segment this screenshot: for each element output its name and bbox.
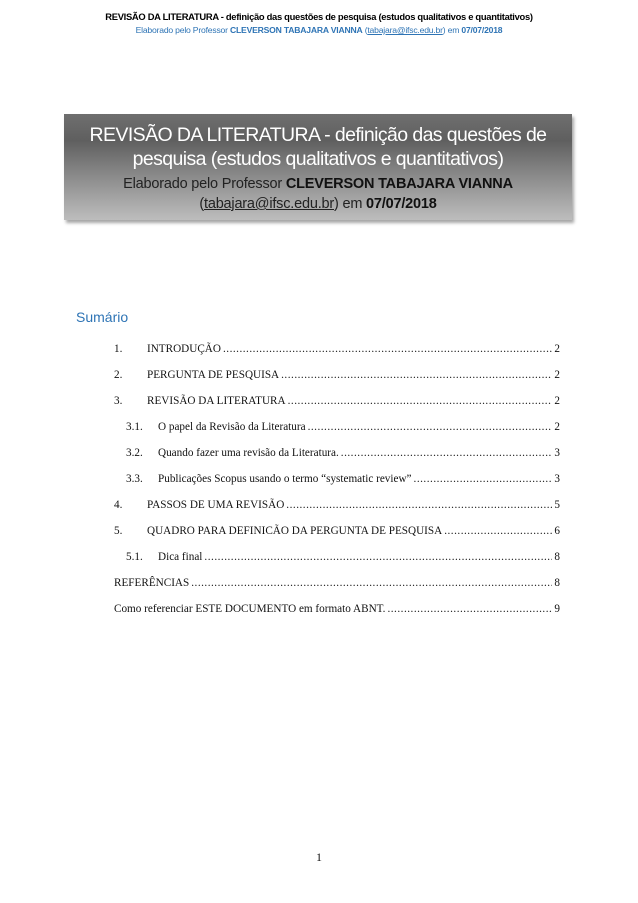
document-title: REVISÃO DA LITERATURA - definição das questões de pesquisa (estudos qualitativos e quantitativos) — [89, 124, 547, 170]
header-byline-prefix: Elaborado pelo Professor — [135, 25, 230, 35]
toc-entry-number: 4. — [114, 499, 123, 511]
toc-entry-number: 1. — [114, 343, 123, 355]
toc-leader-dots — [223, 343, 552, 355]
toc-entry-page: 2 — [554, 395, 560, 407]
toc-entry-quadro[interactable] — [114, 511, 560, 537]
toc-entry-number: 3.2. — [126, 447, 143, 459]
toc-entry-title: Como referenciar ESTE DOCUMENTO em formato ABNT. — [114, 603, 386, 615]
toc-leader-dots — [341, 447, 553, 459]
toc-entry-page: 5 — [554, 499, 560, 511]
toc-entry-como-referenciar[interactable] — [114, 589, 560, 615]
toc-entry-title: QUADRO PARA DEFINICÃO DA PERGUNTA DE PESQUISA — [147, 525, 443, 537]
toc-entry-page: 8 — [554, 577, 560, 589]
title-byline — [64, 174, 572, 214]
title-date: 07/07/2018 — [366, 196, 437, 212]
toc-entry-title: Dica final — [158, 551, 203, 563]
toc-leader-dots — [444, 525, 552, 537]
toc-entry-number: 2. — [114, 369, 123, 381]
toc-entry-pergunta[interactable] — [114, 355, 560, 381]
toc-leader-dots — [204, 551, 552, 563]
title-author: CLEVERSON TABAJARA VIANNA — [285, 176, 513, 192]
toc-entry-referencias[interactable] — [114, 563, 560, 589]
page-number: 1 — [316, 850, 322, 864]
toc-leader-dots — [191, 577, 552, 589]
toc-entry-page: 6 — [554, 525, 560, 537]
title-box — [64, 114, 572, 220]
toc-entry-number: 5. — [114, 525, 123, 537]
toc-entry-introducao[interactable] — [114, 329, 560, 355]
toc-leader-dots — [281, 369, 552, 381]
toc-entry-page: 3 — [554, 447, 560, 459]
toc-leader-dots — [414, 473, 553, 485]
toc-entry-page: 9 — [554, 603, 560, 615]
toc-entry-scopus[interactable] — [114, 459, 560, 485]
toc-entry-page: 2 — [554, 343, 560, 355]
toc-entry-number: 3.1. — [126, 421, 143, 433]
page-header — [0, 11, 638, 35]
title-byline-prefix: Elaborado pelo Professor — [123, 176, 286, 192]
header-paren-open: ( — [362, 25, 368, 35]
toc-entry-quando[interactable] — [114, 433, 560, 459]
toc-entry-passos[interactable] — [114, 485, 560, 511]
toc-leader-dots — [288, 395, 553, 407]
toc-entry-number: 5.1. — [126, 551, 143, 563]
toc-entry-title: Publicações Scopus usando o termo “systematic review” — [158, 473, 412, 485]
toc-entry-revisao[interactable] — [114, 381, 560, 407]
header-email-link[interactable]: tabajara@ifsc.edu.br — [367, 25, 443, 35]
toc-leader-dots — [308, 421, 553, 433]
header-paren-close: ) em — [442, 25, 462, 35]
toc-entry-page: 8 — [554, 551, 560, 563]
toc-leader-dots — [387, 603, 552, 615]
toc-entry-papel[interactable] — [114, 407, 560, 433]
toc-entry-title: REFERÊNCIAS — [114, 577, 190, 589]
table-of-contents — [114, 329, 560, 615]
toc-entry-title: PASSOS DE UMA REVISÃO — [147, 499, 285, 511]
toc-entry-page: 2 — [554, 369, 560, 381]
header-title: REVISÃO DA LITERATURA - definição das questões de pesquisa (estudos qualitativos e quantitativos) — [105, 11, 533, 22]
toc-entry-page: 2 — [554, 421, 560, 433]
toc-entry-title: INTRODUÇÃO — [147, 343, 221, 355]
toc-leader-dots — [286, 499, 552, 511]
header-author: CLEVERSON TABAJARA VIANNA — [229, 25, 363, 35]
toc-entry-title: PERGUNTA DE PESQUISA — [147, 369, 280, 381]
toc-entry-number: 3.3. — [126, 473, 143, 485]
header-date: 07/07/2018 — [461, 25, 503, 35]
toc-entry-title: REVISÃO DA LITERATURA — [147, 395, 286, 407]
title-email-link[interactable]: tabajara@ifsc.edu.br — [204, 196, 335, 212]
title-paren-close: ) em — [334, 196, 367, 212]
toc-heading: Sumário — [76, 309, 129, 325]
toc-entry-number: 3. — [114, 395, 123, 407]
toc-entry-page: 3 — [554, 473, 560, 485]
title-paren-open: ( — [199, 196, 204, 212]
toc-entry-title: Quando fazer uma revisão da Literatura. — [158, 447, 339, 459]
toc-entry-dica[interactable] — [114, 537, 560, 563]
toc-entry-title: O papel da Revisão da Literatura — [158, 421, 306, 433]
header-byline — [0, 25, 638, 35]
